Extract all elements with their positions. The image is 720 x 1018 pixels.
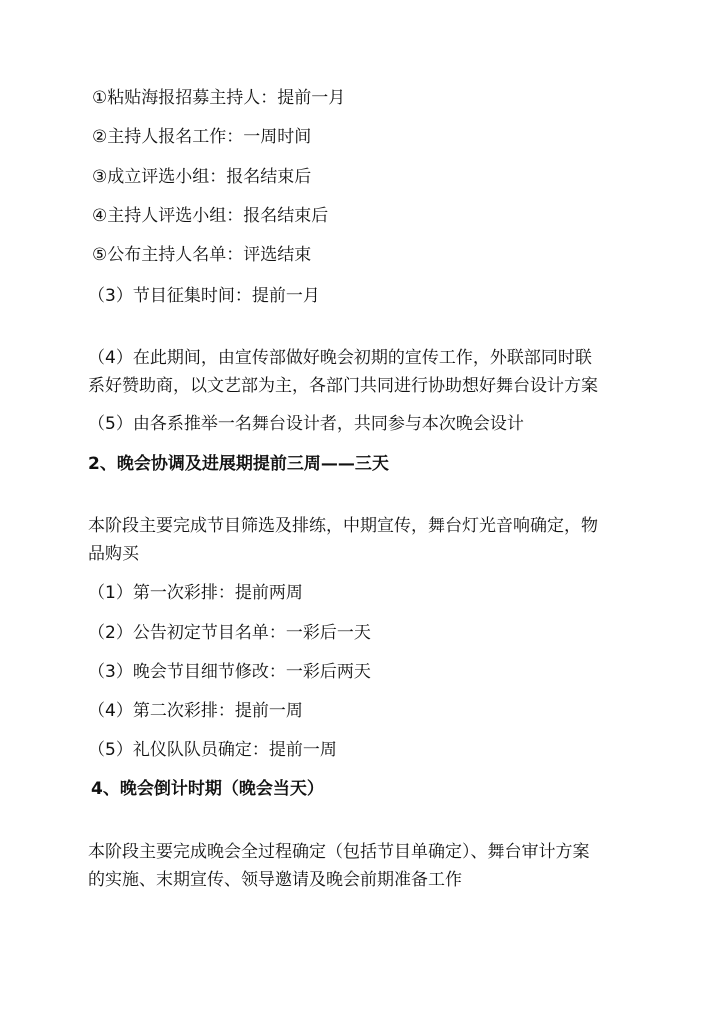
section-2-heading: 2、晚会协调及进展期提前三周——三天 [88, 454, 389, 474]
step-1-line: ①粘贴海报招募主持人：提前一月 [92, 88, 346, 108]
section-4-intro-line-1: 本阶段主要完成晚会全过程确定（包括节目单确定）、舞台审计方案 [88, 842, 590, 862]
item-3-line: （3）节目征集时间：提前一月 [88, 286, 320, 306]
step-3-line: ③成立评选小组：报名结束后 [92, 167, 312, 187]
step-5-line: ⑤公布主持人名单：评选结束 [92, 245, 312, 265]
rehearsal-item-4: （4）第二次彩排：提前一周 [88, 701, 303, 721]
item-5-line: （5）由各系推举一名舞台设计者，共同参与本次晚会设计 [88, 414, 524, 434]
rehearsal-item-5: （5）礼仪队队员确定：提前一周 [88, 740, 337, 760]
step-2-line: ②主持人报名工作：一周时间 [92, 127, 312, 147]
section-4-heading: 4、晚会倒计时期（晚会当天） [91, 779, 324, 799]
item-4-line-2: 系好赞助商，以文艺部为主，各部门共同进行协助想好舞台设计方案 [88, 376, 598, 396]
section-4-intro-line-2: 的实施、末期宣传、领导邀请及晚会前期准备工作 [88, 870, 462, 890]
item-4-line-1: （4）在此期间，由宣传部做好晚会初期的宣传工作，外联部同时联 [88, 348, 592, 368]
section-2-intro-line-1: 本阶段主要完成节目筛选及排练，中期宣传，舞台灯光音响确定，物 [88, 516, 598, 536]
step-4-line: ④主持人评选小组：报名结束后 [92, 206, 329, 226]
rehearsal-item-2: （2）公告初定节目名单：一彩后一天 [88, 623, 371, 643]
rehearsal-item-3: （3）晚会节目细节修改：一彩后两天 [88, 662, 371, 682]
section-2-intro-line-2: 品购买 [88, 544, 139, 564]
rehearsal-item-1: （1）第一次彩排：提前两周 [88, 583, 303, 603]
